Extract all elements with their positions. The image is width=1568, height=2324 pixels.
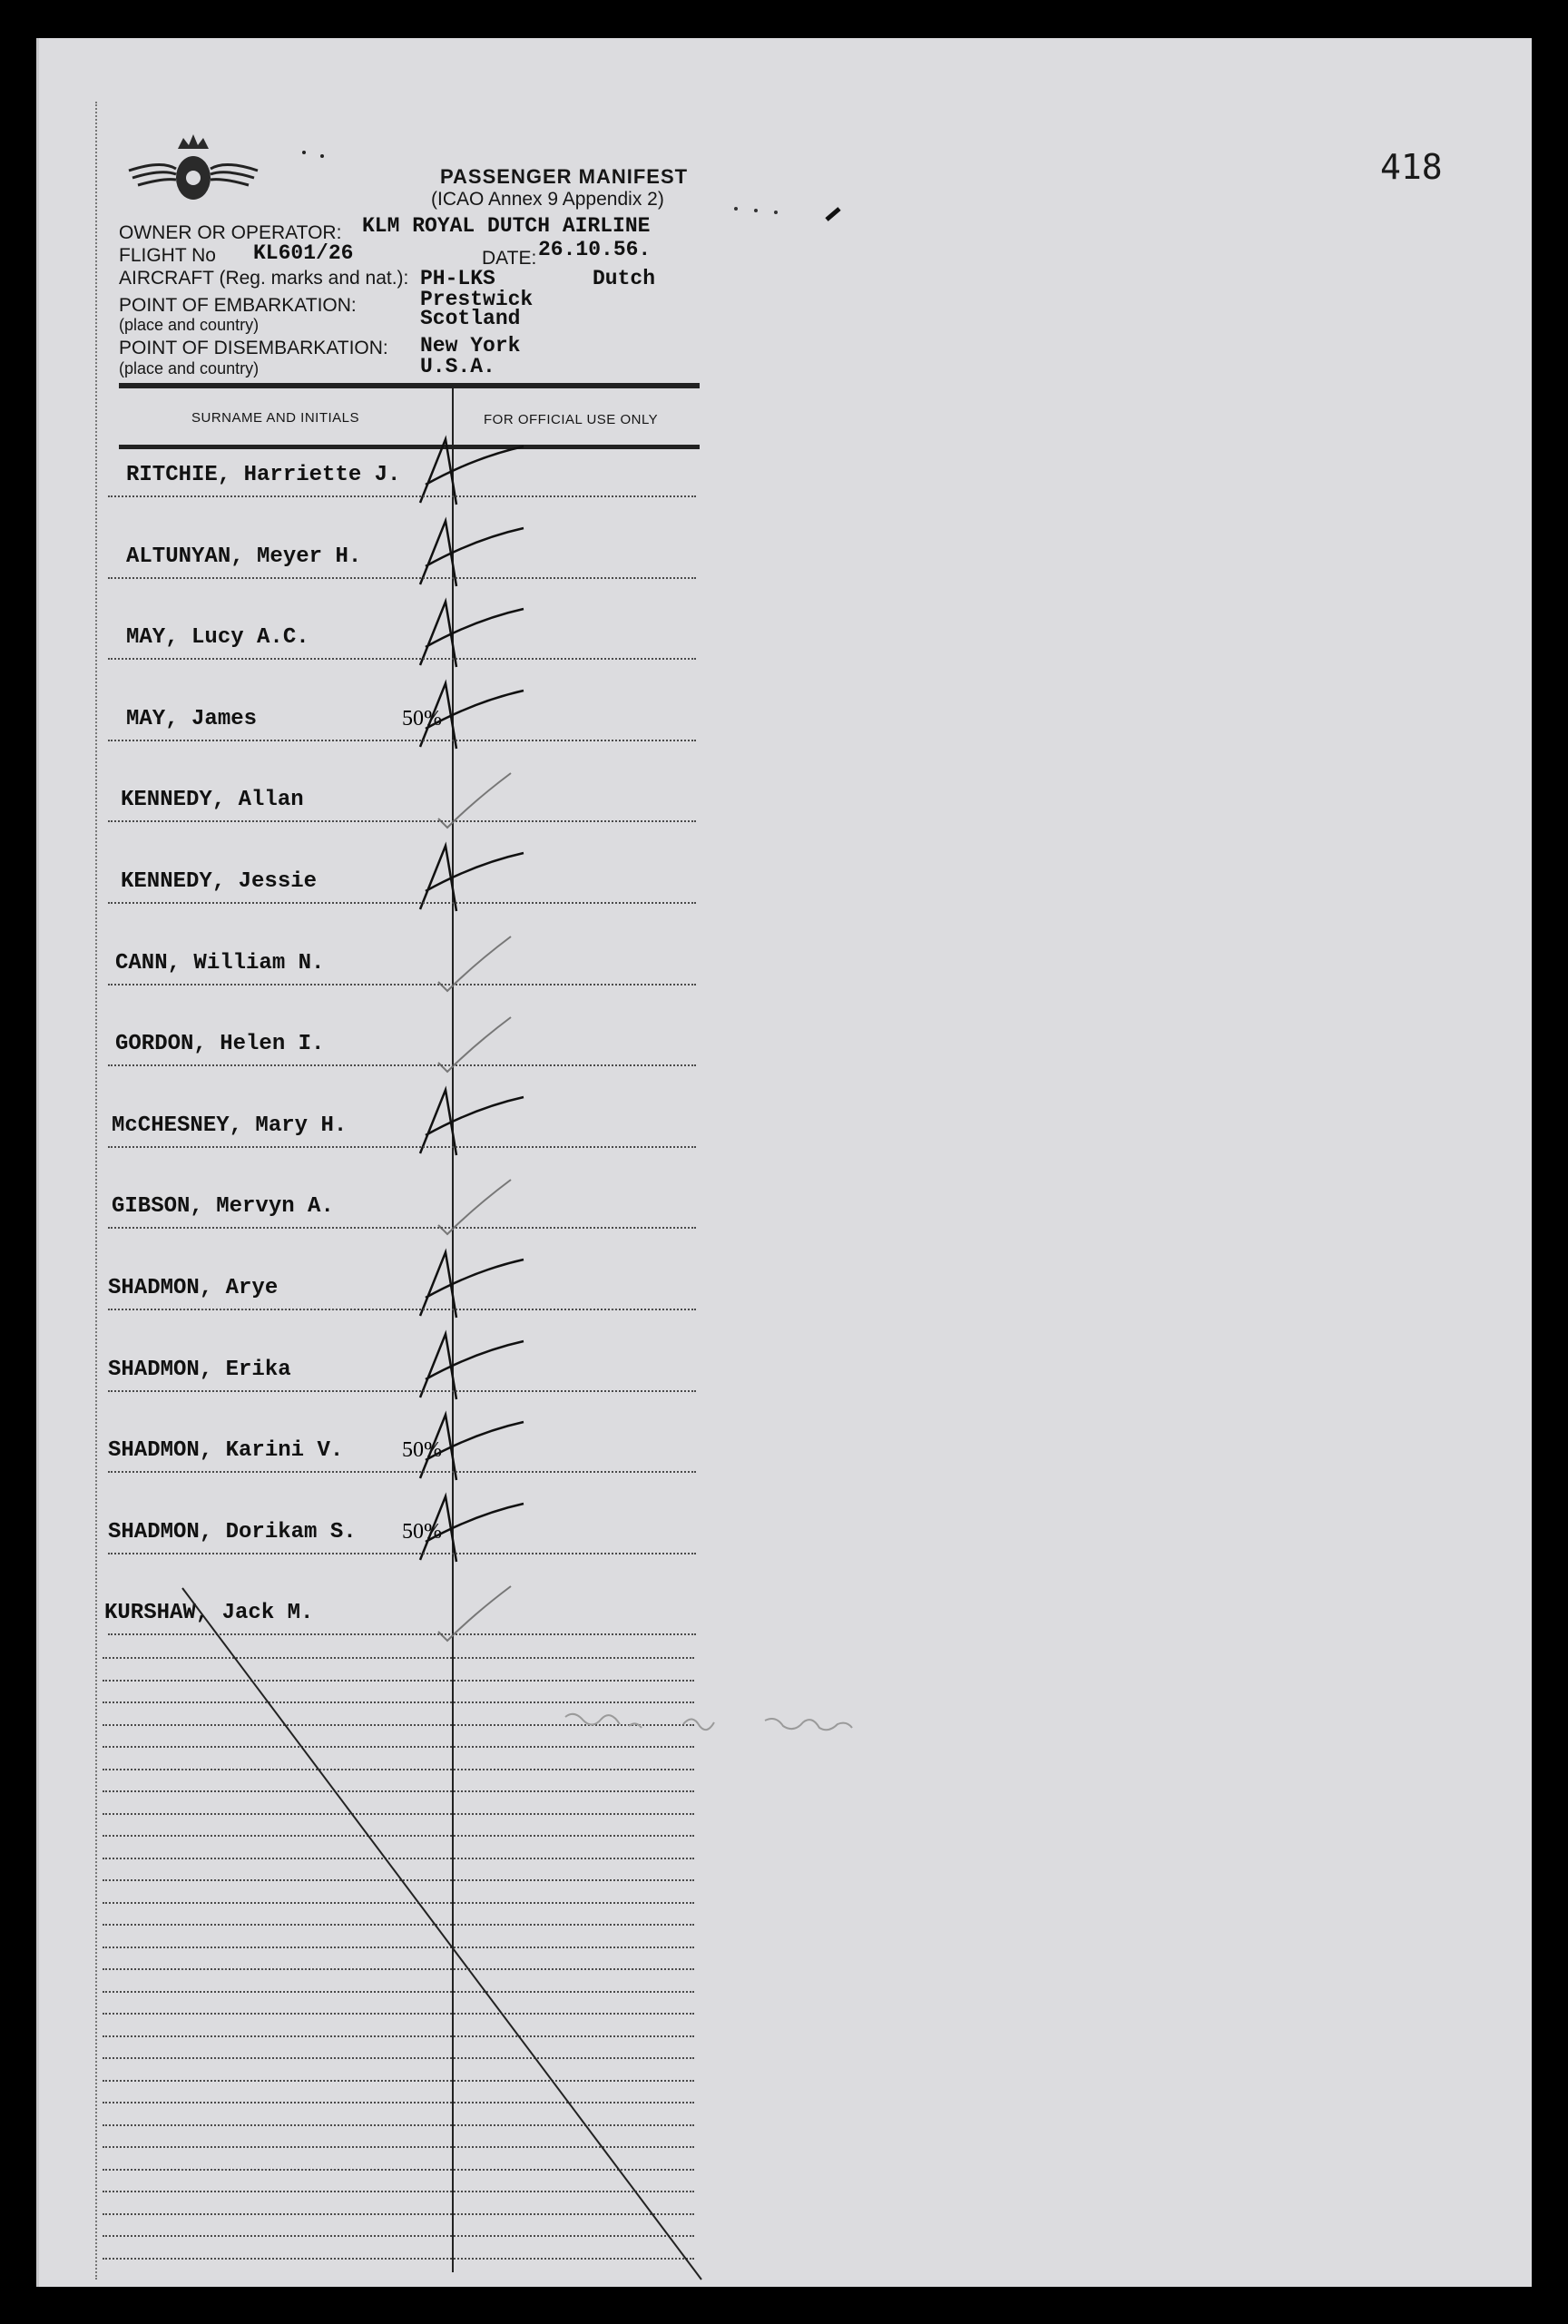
row-rule <box>108 1146 696 1148</box>
passenger-name: KENNEDY, Jessie <box>121 869 318 894</box>
passenger-name: GORDON, Helen I. <box>115 1032 325 1057</box>
date-label: DATE: <box>482 248 537 269</box>
row-rule <box>108 1227 696 1229</box>
handwritten-a-icon <box>402 1243 529 1325</box>
handwritten-a-icon <box>402 1487 529 1569</box>
passenger-name: CANN, William N. <box>115 950 325 976</box>
owner-label: OWNER OR OPERATOR: <box>119 222 342 243</box>
handwritten-a-icon <box>402 430 529 512</box>
passenger-name: SHADMON, Erika <box>108 1357 291 1382</box>
flight-value: KL601/26 <box>253 241 354 265</box>
aircraft-registration: PH-LKS <box>420 267 495 290</box>
aircraft-nationality: Dutch <box>593 267 656 290</box>
handwritten-a-icon <box>402 593 529 674</box>
faint-pencil-note <box>556 1699 983 1753</box>
manifest-subtitle: (ICAO Annex 9 Appendix 2) <box>431 189 664 210</box>
passenger-name: KENNEDY, Allan <box>121 788 304 813</box>
row-rule <box>108 820 696 822</box>
manifest-page <box>36 38 1532 2287</box>
row-rule <box>108 658 696 660</box>
handwritten-a-icon <box>402 674 529 756</box>
page-number: 418 <box>1380 147 1443 187</box>
left-margin-line <box>95 102 97 2280</box>
passenger-name: SHADMON, Dorikam S. <box>108 1519 357 1544</box>
row-rule <box>108 1064 696 1066</box>
row-rule <box>108 1553 696 1554</box>
disembarkation-label: POINT OF DISEMBARKATION: <box>119 338 388 358</box>
disembarkation-sublabel: (place and country) <box>119 359 260 378</box>
fare-percentage: 50% <box>402 706 442 731</box>
passenger-name: McCHESNEY, Mary H. <box>112 1113 348 1138</box>
column-header-name: SURNAME AND INITIALS <box>191 410 360 426</box>
strike-through-line <box>175 1581 720 2289</box>
passenger-name: RITCHIE, Harriette J. <box>126 463 401 487</box>
embarkation-sublabel: (place and country) <box>119 316 260 334</box>
checkmark-icon <box>402 918 529 1000</box>
row-rule <box>108 495 696 497</box>
ink-speck <box>302 151 306 154</box>
passenger-name: KURSHAW, Jack M. <box>104 1601 314 1626</box>
aircraft-label: AIRCRAFT (Reg. marks and nat.): <box>119 268 409 289</box>
klm-logo-icon <box>125 118 261 218</box>
header-rule <box>119 383 700 388</box>
row-rule <box>108 1471 696 1473</box>
row-rule <box>108 1390 696 1392</box>
passenger-name: SHADMON, Arye <box>108 1276 279 1300</box>
handwritten-a-icon <box>402 837 529 918</box>
row-rule <box>108 902 696 904</box>
passenger-name: MAY, Lucy A.C. <box>126 625 309 651</box>
date-value: 26.10.56. <box>538 238 652 261</box>
handwritten-a-icon <box>402 512 529 593</box>
handwritten-a-icon <box>402 1406 529 1487</box>
flight-label: FLIGHT No <box>119 245 216 266</box>
embarkation-label: POINT OF EMBARKATION: <box>119 295 357 316</box>
manifest-title: PASSENGER MANIFEST <box>440 165 689 188</box>
fare-percentage: 50% <box>402 1438 442 1463</box>
passenger-name: SHADMON, Karini V. <box>108 1438 344 1464</box>
passenger-name: GIBSON, Mervyn A. <box>112 1194 334 1220</box>
embarkation-place: Prestwick <box>420 288 534 311</box>
checkmark-icon <box>402 999 529 1081</box>
owner-value: KLM ROYAL DUTCH AIRLINE <box>362 214 651 238</box>
column-header-official: FOR OFFICIAL USE ONLY <box>484 412 659 427</box>
embarkation-country: Scotland <box>420 307 521 330</box>
row-rule <box>108 1309 696 1310</box>
checkmark-icon <box>402 755 529 837</box>
disembarkation-country: U.S.A. <box>420 355 495 378</box>
row-rule <box>108 984 696 985</box>
passenger-name: MAY, James <box>126 706 258 731</box>
handwritten-a-icon <box>402 1325 529 1407</box>
ink-marks <box>729 201 865 229</box>
passenger-name: ALTUNYAN, Meyer H. <box>126 544 362 569</box>
disembarkation-place: New York <box>420 334 521 358</box>
ink-speck <box>320 154 324 158</box>
checkmark-icon <box>402 1162 529 1243</box>
fare-percentage: 50% <box>402 1519 442 1544</box>
row-rule <box>108 577 696 579</box>
row-rule <box>108 740 696 741</box>
handwritten-a-icon <box>402 1081 529 1162</box>
